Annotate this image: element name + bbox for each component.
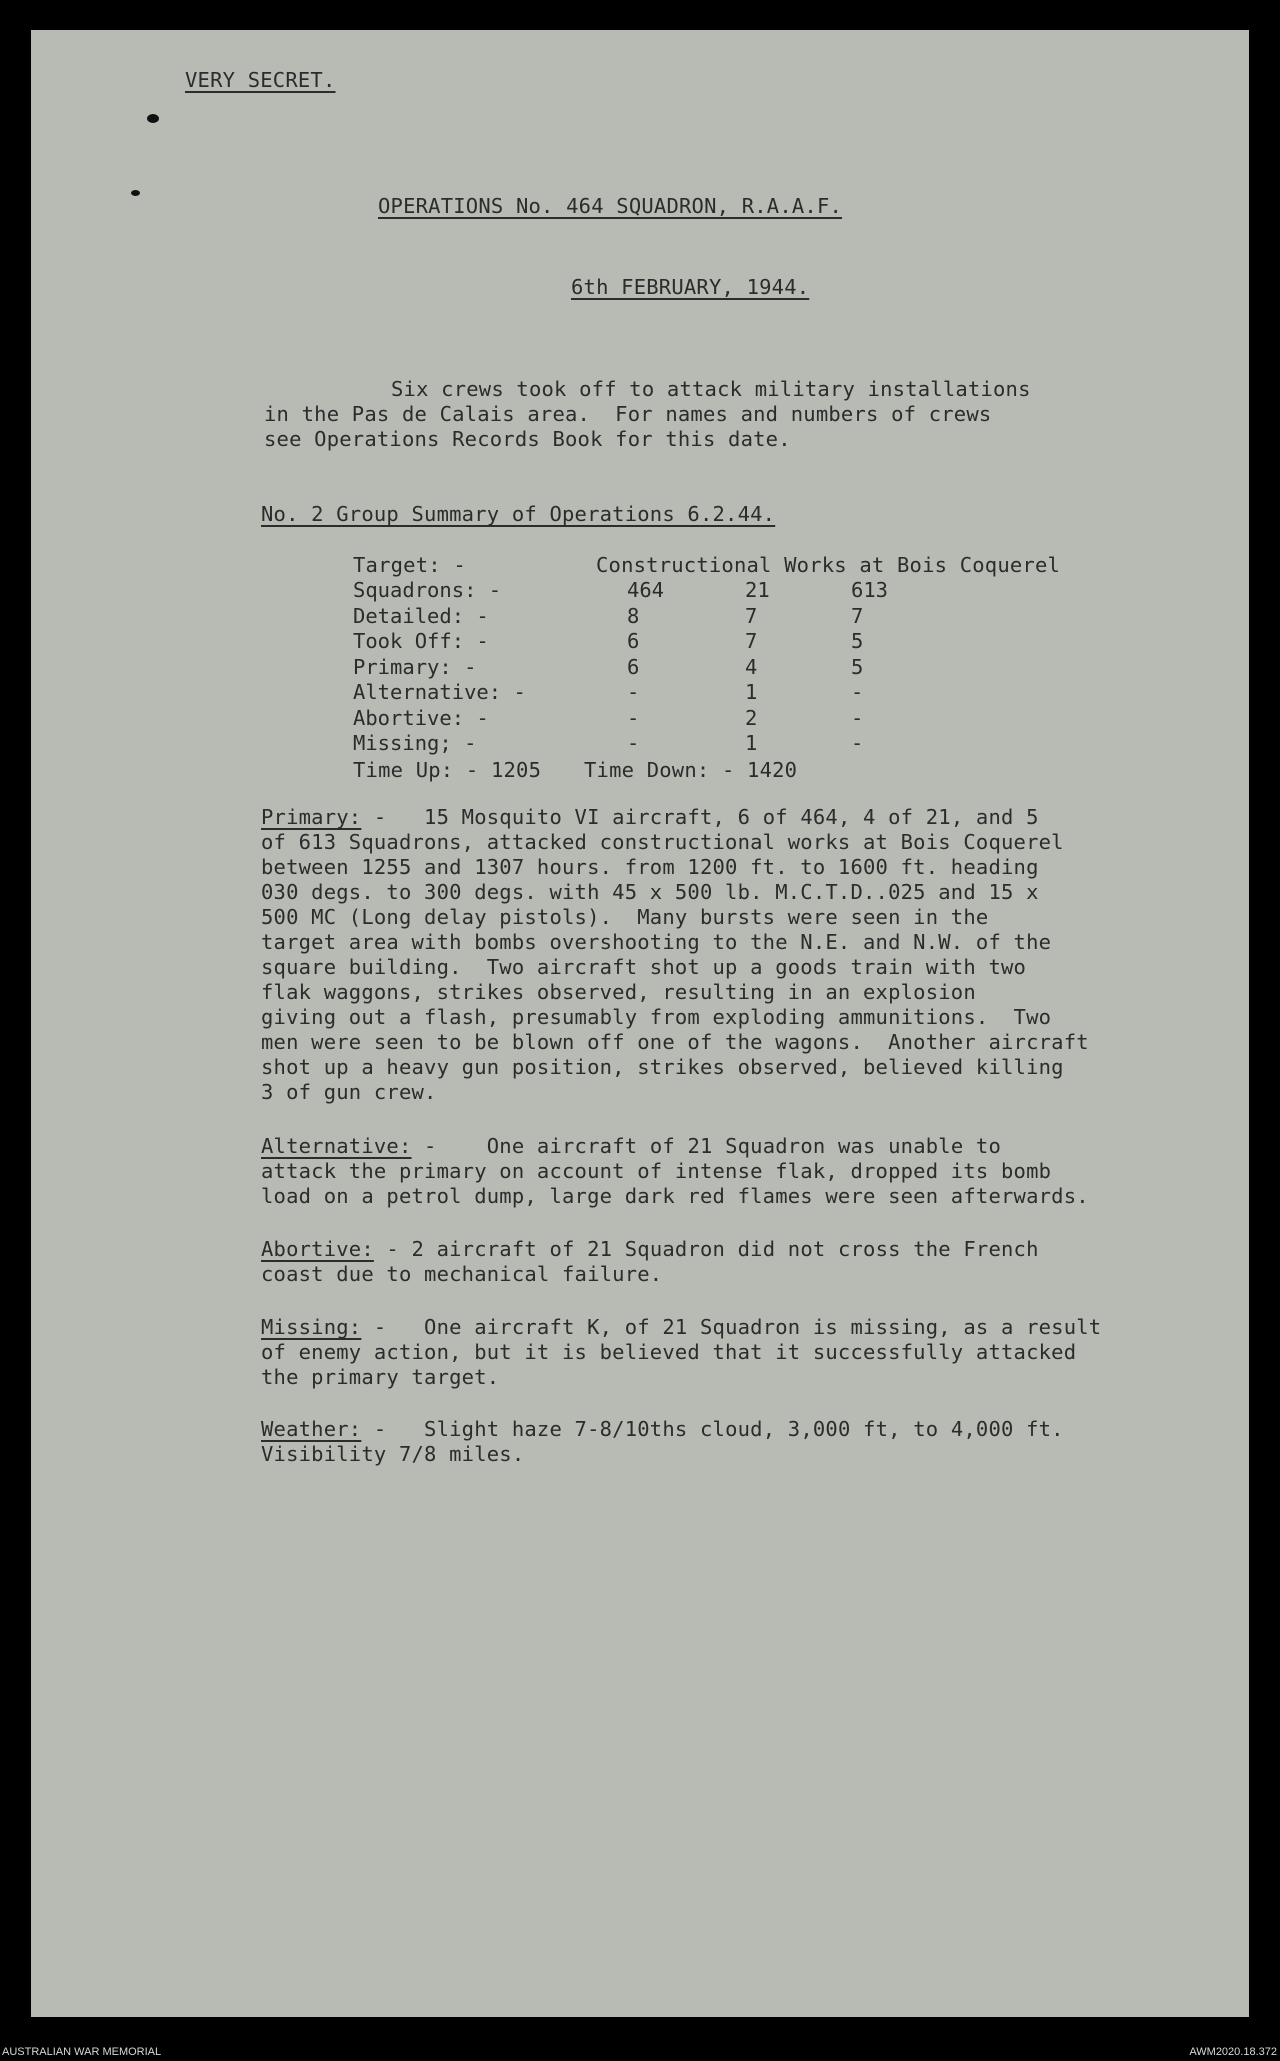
- alternative-section: [261, 1134, 1001, 1159]
- abortive-section: [261, 1237, 1039, 1262]
- weather-section: [261, 1417, 1064, 1442]
- summary-row-label: Primary: -: [353, 654, 477, 679]
- document-title: OPERATIONS No. 464 SQUADRON, R.A.A.F.: [378, 194, 843, 218]
- document-date: 6th FEBRUARY, 1944.: [571, 275, 810, 299]
- missing-line: of enemy action, but it is believed that it successfully attacked: [261, 1340, 1077, 1364]
- missing-line: - One aircraft K, of 21 Squadron is missing, as a result: [361, 1315, 1102, 1339]
- missing-label: Missing:: [261, 1315, 362, 1339]
- time-up: Time Up: - 1205: [353, 758, 542, 782]
- abortive-line: - 2 aircraft of 21 Squadron did not cross the French: [373, 1237, 1039, 1261]
- missing-section: [261, 1315, 1101, 1340]
- target-value: Constructional Works at Bois Coquerel: [596, 553, 1061, 577]
- target-label: Target: -: [353, 553, 466, 577]
- summary-cell: -: [627, 731, 640, 755]
- summary-cell: 613: [851, 578, 889, 602]
- summary-cell: -: [851, 705, 864, 730]
- primary-line: square building. Two aircraft shot up a goods train with two: [261, 955, 1027, 979]
- summary-cell: -: [851, 680, 864, 704]
- intro-line: Six crews took off to attack military installations: [391, 377, 1031, 401]
- summary-cell: 5: [851, 654, 864, 679]
- primary-line: 3 of gun crew.: [261, 1080, 437, 1104]
- summary-cell: 4: [745, 654, 758, 679]
- intro-line: in the Pas de Calais area. For names and numbers of crews: [264, 402, 992, 426]
- summary-heading: No. 2 Group Summary of Operations 6.2.44.: [261, 502, 776, 526]
- primary-label: Primary:: [261, 805, 362, 829]
- summary-cell: 1: [745, 680, 758, 704]
- summary-cell: 6: [627, 654, 640, 679]
- primary-line: - 15 Mosquito VI aircraft, 6 of 464, 4 of 21, and 5: [361, 805, 1039, 829]
- summary-row-label: Alternative: -: [353, 680, 526, 704]
- intro-line: see Operations Records Book for this date.: [264, 427, 791, 451]
- weather-line: Visibility 7/8 miles.: [261, 1442, 525, 1466]
- classification: VERY SECRET.: [185, 68, 336, 92]
- summary-cell: 2: [745, 705, 758, 730]
- primary-line: flak waggons, strikes observed, resulting in an explosion: [261, 980, 976, 1004]
- alternative-line: - One aircraft of 21 Squadron was unable to: [411, 1134, 1001, 1158]
- summary-cell: 464: [627, 578, 665, 602]
- summary-cell: 8: [627, 603, 640, 628]
- footer-right: AWM2020.18.372: [1189, 2046, 1277, 2058]
- abortive-label: Abortive:: [261, 1237, 374, 1261]
- abortive-line: coast due to mechanical failure.: [261, 1262, 663, 1286]
- primary-line: 500 MC (Long delay pistols). Many bursts were seen in the: [261, 905, 989, 929]
- summary-row-label: Squadrons: -: [353, 578, 502, 602]
- weather-label: Weather:: [261, 1417, 362, 1441]
- summary-cell: -: [627, 680, 640, 704]
- primary-line: of 613 Squadrons, attacked constructional works at Bois Coquerel: [261, 830, 1064, 854]
- primary-line: shot up a heavy gun position, strikes observed, believed killing: [261, 1055, 1064, 1079]
- missing-line: the primary target.: [261, 1365, 500, 1389]
- primary-line: between 1255 and 1307 hours. from 1200 ft. to 1600 ft. heading: [261, 855, 1039, 879]
- summary-row-label: Took Off: -: [353, 629, 489, 653]
- primary-line: giving out a flash, presumably from exploding ammunitions. Two: [261, 1005, 1052, 1029]
- time-down: Time Down: - 1420: [584, 758, 798, 782]
- primary-line: 030 degs. to 300 degs. with 45 x 500 lb. M.C.T.D..025 and 15 x: [261, 880, 1039, 904]
- summary-cell: 6: [627, 629, 640, 653]
- document-page: [31, 30, 1249, 2017]
- summary-cell: -: [851, 731, 864, 755]
- summary-row-label: Missing; -: [353, 731, 477, 755]
- alternative-line: attack the primary on account of intense flak, dropped its bomb: [261, 1159, 1052, 1183]
- summary-row-label: Abortive: -: [353, 705, 489, 730]
- summary-cell: 7: [745, 603, 758, 628]
- summary-cell: 7: [851, 603, 864, 628]
- summary-cell: -: [627, 705, 640, 730]
- primary-line: target area with bombs overshooting to the N.E. and N.W. of the: [261, 930, 1052, 954]
- alternative-line: load on a petrol dump, large dark red flames were seen afterwards.: [261, 1184, 1089, 1208]
- weather-line: - Slight haze 7-8/10ths cloud, 3,000 ft, to 4,000 ft.: [361, 1417, 1064, 1441]
- punch-mark: [131, 190, 140, 196]
- primary-line: men were seen to be blown off one of the wagons. Another aircraft: [261, 1030, 1089, 1054]
- footer-left: AUSTRALIAN WAR MEMORIAL: [2, 2046, 162, 2058]
- summary-row-label: Detailed: -: [353, 603, 489, 628]
- summary-cell: 1: [745, 731, 758, 755]
- punch-mark: [147, 114, 159, 123]
- summary-cell: 7: [745, 629, 758, 653]
- summary-cell: 21: [745, 578, 770, 602]
- primary-section: [261, 805, 1039, 830]
- summary-cell: 5: [851, 629, 864, 653]
- alternative-label: Alternative:: [261, 1134, 412, 1158]
